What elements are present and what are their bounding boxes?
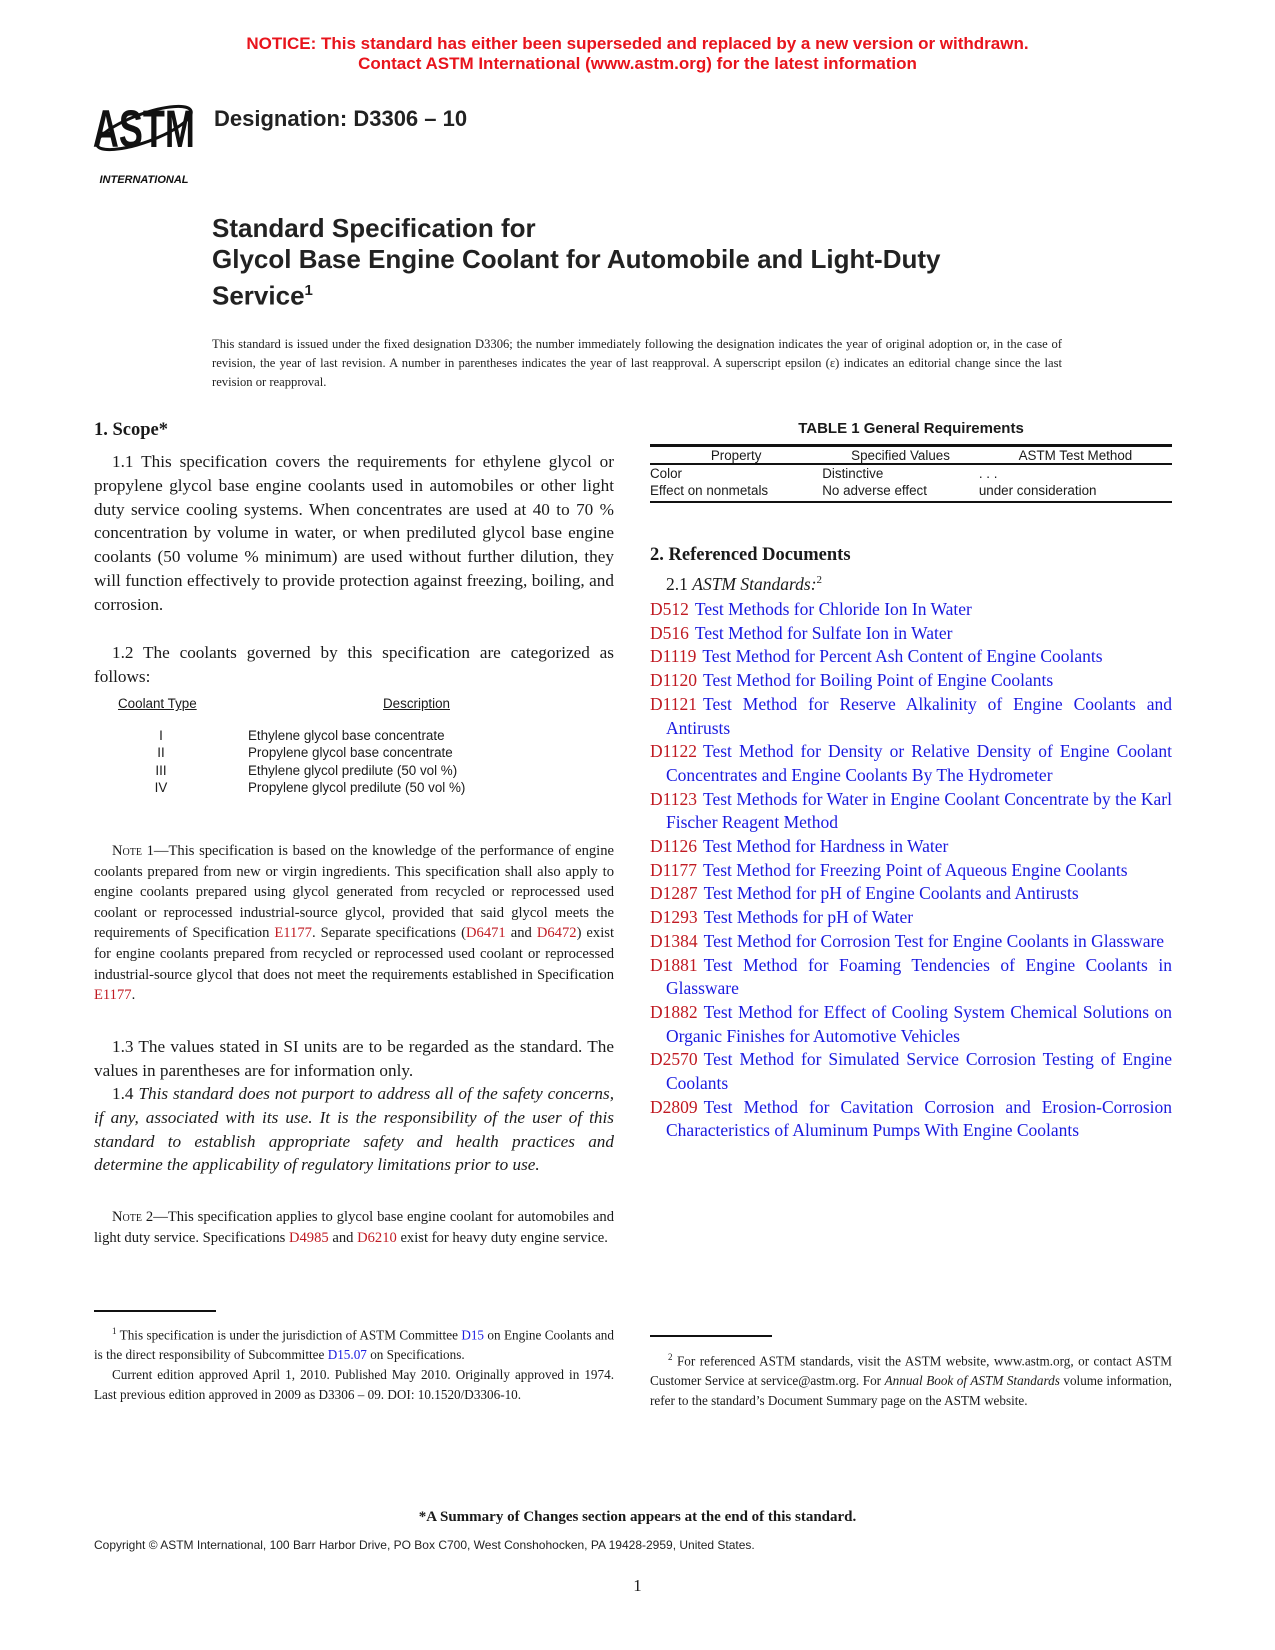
standard-title-link[interactable]: Test Method for Cavitation Corrosion and Erosion-Corrosion Characteristics of Aluminum Pumps With Engine Coolants (666, 1096, 1172, 1141)
standard-code-link[interactable]: D516 (650, 622, 689, 643)
referenced-standard-item[interactable] (650, 859, 1172, 883)
note-2: Note 2—This specification applies to glycol base engine coolant for automobiles and light duty service. Specifications D4985 and D6210 exist for heavy duty engine service. (94, 1209, 614, 1246)
header-description: Description (383, 696, 450, 711)
logo-subtitle: INTERNATIONAL (99, 174, 189, 186)
coolant-table-row (118, 744, 518, 762)
standard-title-link[interactable]: Test Methods for Water in Engine Coolant Concentrate by the Karl Fischer Reagent Method (666, 788, 1172, 833)
standard-code-link[interactable]: D2809 (650, 1096, 698, 1117)
table-1-caption: TABLE 1 General Requirements (798, 420, 1024, 437)
coolant-table-row (118, 762, 518, 780)
title-line-3: Service$^1$ (212, 280, 313, 311)
referenced-standard-item[interactable] (650, 740, 1172, 787)
footnote-divider (94, 1310, 216, 1312)
referenced-standard-item[interactable] (650, 622, 1172, 646)
standard-title-link[interactable]: Test Methods for Chloride Ion In Water (694, 599, 972, 619)
section-heading-scope: 1. Scope* (94, 420, 168, 440)
standard-code-link[interactable]: D1881 (650, 954, 698, 975)
standard-code-link[interactable]: D1177 (650, 859, 697, 880)
standard-title-link[interactable]: Test Method for Foaming Tendencies of Engine Coolants in Glassware (666, 954, 1172, 999)
referenced-standards-list (650, 598, 1172, 1143)
subsection-astm-standards: 2.1 ASTM Standards:$^2$ (666, 574, 823, 594)
standard-code-link[interactable]: D1126 (650, 836, 697, 857)
coolant-description: Propylene glycol predilute (50 vol %) (248, 780, 466, 796)
section-heading-referenced-documents: 2. Referenced Documents (650, 545, 851, 565)
header-test-method: ASTM Test Method (979, 446, 1172, 465)
standard-title-link[interactable]: Test Methods for pH of Water (703, 907, 914, 928)
coolant-description: Propylene glycol base concentrate (248, 745, 453, 761)
link-d15-07[interactable]: D15.07 (327, 1347, 367, 1363)
general-requirements-table (650, 444, 1172, 503)
coolant-table-row (118, 727, 518, 745)
summary-of-changes-note: *A Summary of Changes section appears at the end of this standard. (418, 1509, 857, 1525)
referenced-standard-item[interactable] (650, 906, 1172, 930)
standard-title-link[interactable]: Test Method for Density or Relative Density of Engine Coolant Concentrates and Engine Coolants By The Hydrometer (666, 741, 1172, 785)
referenced-standard-item[interactable] (650, 598, 1172, 622)
standard-title-link[interactable]: Test Method for Effect of Cooling System Chemical Solutions on Organic Finishes for Automotive Vehicles (666, 1001, 1172, 1046)
title-line-1: Standard Specification for (212, 213, 536, 243)
link-d4985[interactable]: D4985 (288, 1229, 329, 1246)
title-footnote-mark[interactable]: 1 (304, 282, 313, 299)
standard-code-link[interactable]: D1882 (650, 1001, 698, 1022)
document-title (212, 213, 941, 312)
standard-code-link[interactable]: D1384 (650, 930, 698, 951)
coolant-type: IV (154, 780, 168, 796)
coolant-type-table (118, 695, 518, 797)
link-d6471[interactable]: D6471 (465, 925, 506, 942)
designation: Designation: D3306 – 10 (214, 106, 468, 131)
standard-title-link[interactable]: Test Method for Corrosion Test for Engine Coolants in Glassware (703, 930, 1165, 951)
safety-caveat: This standard does not purport to address all of the safety concerns, if any, associated with its use. It is the responsibility of the user of this standard to establish appropriate safety and health practices and determine the applicability of regulatory limitations prior to use. (94, 1084, 615, 1175)
referenced-standard-item[interactable] (650, 1001, 1172, 1048)
link-e1177[interactable]: E1177 (274, 925, 312, 942)
referenced-standard-item[interactable] (650, 930, 1172, 954)
referenced-standard-item[interactable] (650, 1048, 1172, 1095)
logo-letters: ASTM (92, 98, 195, 159)
referenced-standard-item[interactable] (650, 693, 1172, 740)
cell-value: Distinctive (822, 466, 884, 481)
cell-property: Color (650, 466, 682, 481)
paragraph-1-1: 1.1 This specification covers the requirements for ethylene glycol or propylene glycol base engine coolants used in automobiles or other light duty service cooling systems. When concentrates are used at 40 to 70 % concentration by volume in water, or when prediluted glycol base engine coolants (50 volume % minimum) are used without further dilution, they will function effectively to provide protection against freezing, boiling, and corrosion. (94, 452, 614, 614)
coolant-type: I (159, 727, 163, 743)
referenced-standard-item[interactable] (650, 645, 1172, 669)
astm-logo-icon (92, 88, 202, 188)
header-property: Property (650, 446, 822, 465)
paragraph-1-2: 1.2 The coolants governed by this specification are categorized as follows: (94, 643, 614, 686)
standard-code-link[interactable]: D1287 (650, 883, 698, 904)
title-line-2: Glycol Base Engine Coolant for Automobile and Light-Duty (212, 244, 941, 274)
standard-code-link[interactable]: D1122 (650, 741, 697, 762)
issuance-statement: This standard is issued under the fixed designation D3306; the number immediately following the designation indicates the year of original adoption or, in the case of revision, the year of last revision. A number in parentheses indicates the year of last reapproval. A superscript epsilon (ε) indicates an editorial change since the last revision or reapproval. (212, 337, 1062, 389)
standard-code-link[interactable]: D1120 (650, 670, 697, 691)
coolant-type: II (157, 745, 165, 761)
referenced-standard-item[interactable] (650, 954, 1172, 1001)
copyright-notice: Copyright © ASTM International, 100 Barr Harbor Drive, PO Box C700, West Conshohocken, PA 19428-2959, United States. (94, 1538, 755, 1552)
table-row (650, 464, 1172, 482)
standard-title-link[interactable]: Test Method for Percent Ash Content of Engine Coolants (702, 646, 1103, 667)
header-specified-values: Specified Values (822, 446, 979, 465)
paragraph-1-3: 1.3 The values stated in SI units are to be regarded as the standard. The values in parentheses are for information only. (94, 1037, 614, 1080)
page-number: 1 (633, 1576, 642, 1595)
standard-title-link[interactable]: Test Method for pH of Engine Coolants and Antirusts (703, 883, 1079, 904)
referenced-standard-item[interactable] (650, 669, 1172, 693)
standard-code-link[interactable]: D1119 (650, 646, 697, 667)
notice-line-2: Contact ASTM International (www.astm.org) for the latest information (358, 54, 917, 73)
referenced-standard-item[interactable] (650, 882, 1172, 906)
standard-code-link[interactable]: D1293 (650, 907, 698, 928)
coolant-type: III (155, 762, 167, 778)
cell-value: No adverse effect (822, 482, 979, 502)
coolant-table-row (118, 779, 518, 797)
table-header-row (650, 446, 1172, 465)
standard-title-link[interactable]: Test Method for Reserve Alkalinity of Engine Coolants and Antirusts (666, 693, 1172, 738)
coolant-table-header (118, 695, 518, 713)
standard-title-link[interactable]: Test Method for Sulfate Ion in Water (694, 622, 953, 643)
standard-code-link[interactable]: D512 (650, 599, 689, 619)
standard-title-link[interactable]: Test Method for Simulated Service Corrosion Testing of Engine Coolants (666, 1049, 1172, 1094)
coolant-description: Ethylene glycol predilute (50 vol %) (248, 762, 458, 778)
header-coolant-type: Coolant Type (118, 696, 197, 711)
footnote-divider (650, 1335, 772, 1337)
note-1-label: Note 1 (112, 843, 154, 859)
standard-code-link[interactable]: D2570 (650, 1049, 698, 1070)
standard-title-link[interactable]: Test Method for Hardness in Water (703, 836, 949, 857)
link-d15[interactable]: D15 (461, 1327, 485, 1343)
withdrawal-notice (0, 34, 1275, 74)
standard-code-link[interactable]: D1121 (650, 693, 697, 714)
cell-method: . . . (978, 466, 998, 481)
link-d6472[interactable]: D6472 (536, 925, 577, 942)
footnote-2: $^2$ For referenced ASTM standards, visit the ASTM website, www.astm.org, or contact ASTM Customer Service at service@astm.org. For Annual Book of ASTM Standards volume information, refer to the standard’s Document Summary page on the ASTM website. (650, 1352, 1172, 1409)
standard-title-link[interactable]: Test Method for Boiling Point of Engine Coolants (703, 670, 1054, 691)
note-2-label: Note 2 (112, 1209, 154, 1225)
cell-method: under consideration (979, 482, 1172, 502)
standard-title-link[interactable]: Test Method for Freezing Point of Aqueous Engine Coolants (703, 859, 1128, 880)
cell-property: Effect on nonmetals (650, 482, 822, 502)
coolant-description: Ethylene glycol base concentrate (248, 727, 445, 743)
link-d6210[interactable]: D6210 (357, 1229, 397, 1246)
table-row (650, 482, 1172, 502)
standard-code-link[interactable]: D1123 (650, 788, 697, 809)
notice-line-1: NOTICE: This standard has either been superseded and replaced by a new version or withdrawn. (246, 34, 1029, 53)
footnote-2-mark[interactable]: 2 (816, 574, 823, 587)
referenced-standard-item[interactable] (650, 835, 1172, 859)
astm-logo-graphic (92, 88, 202, 188)
link-e1177[interactable]: E1177 (94, 987, 132, 1004)
referenced-standard-item[interactable] (650, 1096, 1172, 1143)
footnote-1: $^1$ This specification is under the jurisdiction of ASTM Committee D15 on Engine Coolants and is the direct responsibility of Subcommittee D15.07 on Specifications. Current edition approved April 1, 2010. Published May 2010. Originally approved in 1974. Last previous edition approved in 2009 as D3306 – 09. DOI: 10.1520/D3306-10. (94, 1326, 614, 1403)
referenced-standard-item[interactable] (650, 788, 1172, 835)
paragraph-1-4: 1.4 This standard does not purport to address all of the safety concerns, if any, associated with its use. It is the responsibility of the user of this standard to establish appropriate safety and health practices and determine the applicability of regulatory limitations prior to use. (94, 1084, 615, 1175)
note-1: Note 1—This specification is based on the knowledge of the performance of engine coolants prepared from new or virgin ingredients. This specification shall also apply to engine coolants prepared using glycol generated from recycled or reprocessed used coolant or reprocessed industrial-source glycol, provided that said glycol meets the requirements of Specification E1177. Separate specifications (D6471 and D6472) exist for engine coolants prepared from recycled or reprocessed used coolant or reprocessed industrial-source glycol that does not meet the requirements established in Specification E1177. (94, 843, 614, 1004)
